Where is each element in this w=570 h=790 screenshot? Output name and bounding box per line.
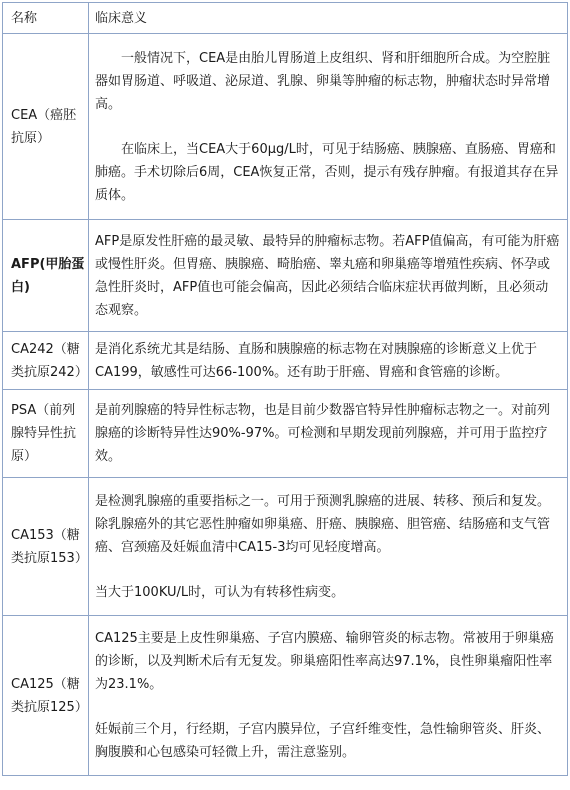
table-row: [3, 34, 568, 220]
table-row: [3, 616, 568, 776]
meaning-paragraph: 在临床上，当CEA大于60μg/L时，可见于结肠癌、胰腺癌、直肠癌、胃癌和肺癌。手术切除后6周，CEA恢复正常，否则，提示有残存肿瘤。有报道其存在异质体。: [95, 141, 559, 203]
table-row: [3, 478, 568, 616]
table-header-row: [3, 3, 568, 34]
meaning-paragraph: CA125主要是上皮性卵巢癌、子宫内膜癌、输卵管炎的标志物。常被用于卵巢癌的诊断，以及判断术后有无复发。卵巢癌阳性率高达97.1%，良性卵巢瘤阳性率为23.1%。: [95, 631, 554, 692]
paragraph-gap: [95, 559, 561, 581]
header-name-cell: 名称: [3, 3, 89, 34]
meaning-paragraph: AFP是原发性肝癌的最灵敏、最特异的肿瘤标志物。若AFP值偏高，有可能为肝癌或慢性肝炎。但胃癌、胰腺癌、畸胎癌、睾丸癌和卵巢癌等增殖性疾病、怀孕或急性肝炎时，AFP值也可能会偏高，因此必须结合临床症状再做判断，且必须动态观察。: [95, 233, 560, 318]
meaning-paragraph: 妊娠前三个月，行经期，子宫内膜异位，子宫纤维变性，急性输卵管炎、肝炎、胸腹膜和心包感染可轻微上升，需注意鉴别。: [95, 722, 551, 760]
marker-name-cell: CA125（糖类抗原125）: [3, 616, 89, 776]
meaning-paragraph: 一般情况下，CEA是由胎儿胃肠道上皮组织、肾和肝细胞所合成。为空腔脏器如胃肠道、呼吸道、泌尿道、乳腺、卵巢等肿瘤的标志物，肿瘤状态时异常增高。: [95, 50, 551, 112]
table-row: [3, 390, 568, 478]
meaning-cell: [89, 220, 568, 332]
header-meaning-cell: 临床意义: [89, 3, 568, 34]
table-row: [3, 220, 568, 332]
meaning-paragraph: 是前列腺癌的特异性标志物，也是目前少数器官特异性肿瘤标志物之一。对前列腺癌的诊断特异性达90%-97%。可检测和早期发现前列腺癌，并可用于监控疗效。: [95, 403, 551, 464]
marker-name-cell: CA242（糖类抗原242）: [3, 332, 89, 390]
meaning-cell: [89, 332, 568, 390]
paragraph-gap: [95, 696, 561, 718]
marker-name-cell: CEA（癌胚抗原）: [3, 34, 89, 220]
meaning-cell: [89, 616, 568, 776]
tumor-marker-table: [2, 2, 568, 776]
meaning-cell: [89, 478, 568, 616]
marker-name-cell: PSA（前列腺特异性抗原）: [3, 390, 89, 478]
marker-name-cell: AFP(甲胎蛋白): [3, 220, 89, 332]
meaning-paragraph: 是检测乳腺癌的重要指标之一。可用于预测乳腺癌的进展、转移、预后和复发。除乳腺癌外的其它恶性肿瘤如卵巢癌、肝癌、胰腺癌、胆管癌、结肠癌和支气管癌、宫颈癌及妊娠血清中CA15-3均可见轻度增高。: [95, 493, 551, 555]
meaning-paragraph: 是消化系统尤其是结肠、直肠和胰腺癌的标志物在对胰腺癌的诊断意义上优于CA199，敏感性可达66-100%。还有助于肝癌、胃癌和食管癌的诊断。: [95, 341, 538, 380]
marker-name-cell: CA153（糖类抗原153）: [3, 478, 89, 616]
meaning-paragraph: 当大于100KU/L时，可认为有转移性病变。: [95, 584, 345, 600]
meaning-cell: [89, 34, 568, 220]
paragraph-gap: [95, 116, 561, 138]
table-row: [3, 332, 568, 390]
meaning-cell: [89, 390, 568, 478]
